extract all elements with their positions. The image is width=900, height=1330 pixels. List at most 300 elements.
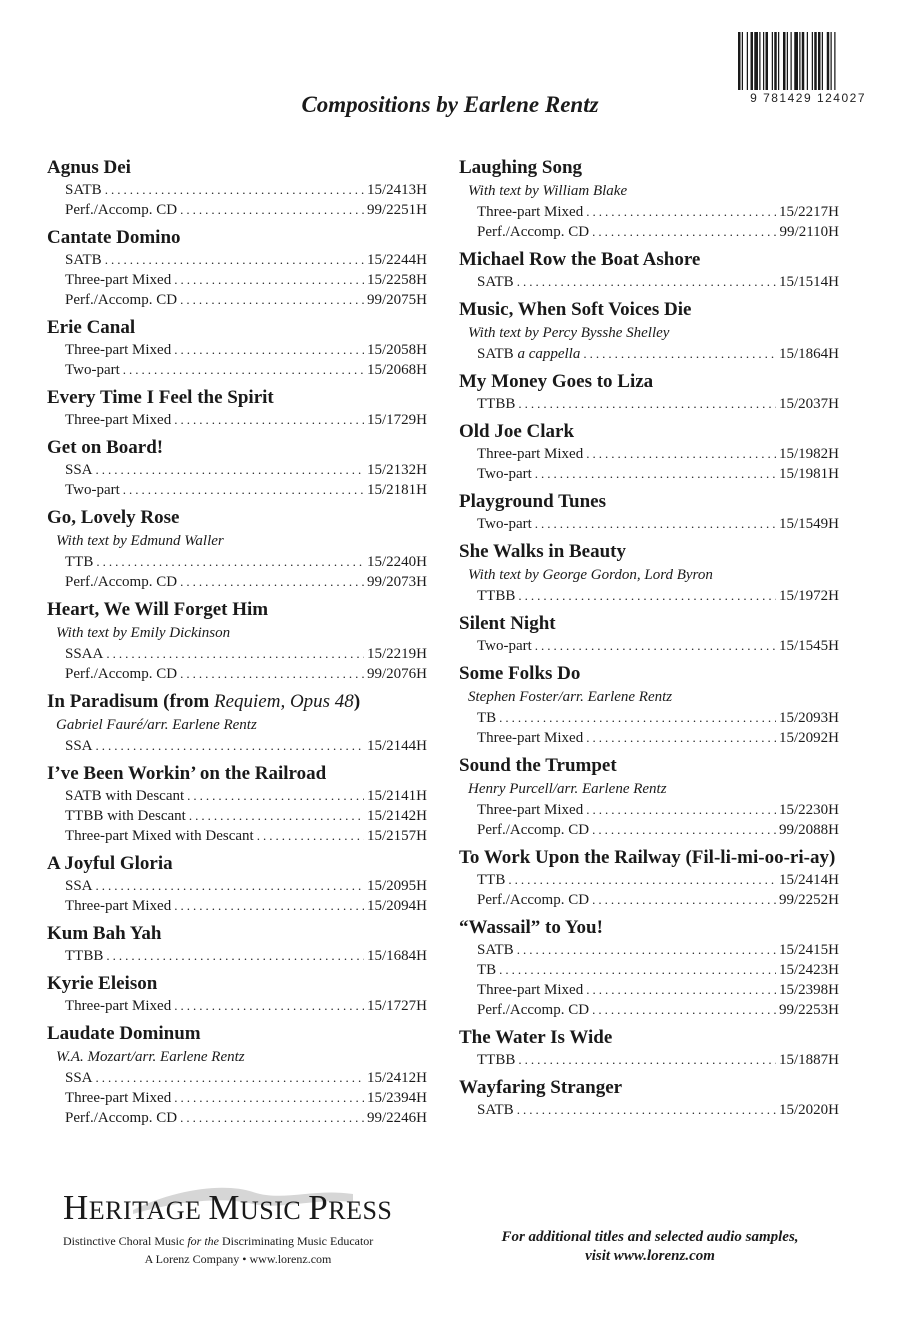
dot-leader bbox=[187, 786, 364, 806]
edition-voicing bbox=[65, 826, 254, 846]
edition-voicing bbox=[65, 552, 93, 572]
dot-leader bbox=[174, 1088, 364, 1108]
edition-voicing bbox=[477, 394, 515, 414]
title-text: Kyrie Eleison bbox=[47, 973, 158, 994]
edition-row bbox=[459, 1050, 839, 1070]
dot-leader bbox=[105, 250, 364, 270]
voicing-text: SATB bbox=[477, 942, 514, 958]
product-code: 15/2217H bbox=[779, 204, 839, 220]
voicing-text: Three-part Mixed bbox=[65, 272, 172, 288]
composition-entry bbox=[47, 505, 427, 592]
page-title: Compositions by Earlene Rentz bbox=[301, 92, 599, 117]
edition-voicing bbox=[477, 870, 505, 890]
edition-row bbox=[47, 786, 427, 806]
product-code: 15/2095H bbox=[367, 878, 427, 894]
composition-entry bbox=[459, 753, 839, 840]
edition-row bbox=[47, 644, 427, 664]
edition-row bbox=[459, 636, 839, 656]
dot-leader bbox=[535, 514, 776, 534]
barcode-bar bbox=[794, 32, 798, 90]
edition-voicing bbox=[477, 202, 583, 222]
dot-leader bbox=[96, 876, 364, 896]
dot-leader bbox=[106, 946, 364, 966]
voicing-text: Perf./Accomp. CD bbox=[65, 202, 178, 218]
title-text: Sound the Trumpet bbox=[459, 755, 617, 776]
composition-title bbox=[47, 921, 427, 946]
barcode-bar bbox=[812, 32, 813, 90]
title-text: To Work Upon the Railway (Fil-li-mi-oo-ri-ay) bbox=[459, 847, 836, 868]
dot-leader bbox=[592, 890, 776, 910]
product-code: 15/1982H bbox=[779, 446, 839, 462]
edition-voicing bbox=[477, 980, 583, 1000]
dot-leader bbox=[517, 272, 776, 292]
dot-leader bbox=[180, 290, 364, 310]
composition-title bbox=[459, 155, 839, 180]
edition-row bbox=[47, 876, 427, 896]
edition-row bbox=[47, 290, 427, 310]
title-text: Kum Bah Yah bbox=[47, 923, 162, 944]
publisher-company: A Lorenz Company • www.lorenz.com bbox=[144, 1252, 332, 1266]
edition-row bbox=[459, 514, 839, 534]
product-code: 15/1972H bbox=[779, 588, 839, 604]
composition-credit: Gabriel Fauré/arr. Earlene Rentz bbox=[56, 717, 257, 733]
composition-entry bbox=[459, 369, 839, 414]
edition-voicing bbox=[65, 1068, 93, 1088]
isbn-number: 9 781429 124027 bbox=[750, 91, 866, 105]
composition-title bbox=[47, 385, 427, 410]
title-text: “Wassail” to You! bbox=[459, 917, 603, 938]
barcode-bar bbox=[747, 32, 748, 90]
voicing-text: TTBB with Descant bbox=[65, 808, 186, 824]
edition-row bbox=[47, 826, 427, 846]
dot-leader bbox=[96, 460, 364, 480]
product-code: 99/2075H bbox=[367, 292, 427, 308]
dot-leader bbox=[180, 200, 364, 220]
composition-entry bbox=[459, 661, 839, 748]
dot-leader bbox=[535, 464, 776, 484]
composition-entry bbox=[47, 315, 427, 380]
voicing-text: Perf./Accomp. CD bbox=[65, 574, 178, 590]
voicing-text: Perf./Accomp. CD bbox=[477, 822, 590, 838]
edition-row bbox=[459, 960, 839, 980]
edition-voicing bbox=[65, 946, 103, 966]
voicing-text: TTBB bbox=[477, 588, 516, 604]
barcode-bar bbox=[807, 32, 808, 90]
voicing-italic-text: a cappella bbox=[517, 346, 581, 362]
dot-leader bbox=[180, 1108, 364, 1128]
title-text: Every Time I Feel the Spirit bbox=[47, 387, 274, 408]
product-code: 99/2246H bbox=[367, 1110, 427, 1126]
voicing-text: Three-part Mixed bbox=[477, 730, 584, 746]
dot-leader bbox=[96, 552, 364, 572]
voicing-text: Perf./Accomp. CD bbox=[65, 292, 178, 308]
dot-leader bbox=[517, 940, 776, 960]
edition-voicing bbox=[65, 460, 93, 480]
edition-row bbox=[47, 664, 427, 684]
dot-leader bbox=[583, 344, 776, 364]
dot-leader bbox=[257, 826, 364, 846]
edition-voicing bbox=[65, 290, 177, 310]
dot-leader bbox=[96, 1068, 364, 1088]
composition-credit: W.A. Mozart/arr. Earlene Rentz bbox=[56, 1049, 245, 1065]
composition-entry bbox=[459, 1075, 839, 1120]
barcode-bar bbox=[787, 32, 788, 90]
edition-row bbox=[47, 340, 427, 360]
composition-entry bbox=[47, 385, 427, 430]
edition-voicing bbox=[477, 514, 532, 534]
edition-voicing bbox=[65, 736, 93, 756]
composition-title bbox=[47, 1021, 427, 1046]
voicing-text: TTB bbox=[65, 554, 94, 570]
edition-voicing bbox=[65, 250, 102, 270]
composition-title bbox=[47, 435, 427, 460]
edition-row bbox=[459, 586, 839, 606]
edition-voicing bbox=[477, 728, 583, 748]
title-text: In Paradisum (from bbox=[47, 691, 214, 712]
composition-entry bbox=[47, 597, 427, 684]
composition-entry bbox=[47, 1021, 427, 1128]
edition-voicing bbox=[477, 960, 496, 980]
product-code: 15/2144H bbox=[367, 738, 427, 754]
footer-note bbox=[470, 1228, 830, 1266]
product-code: 15/2413H bbox=[367, 182, 427, 198]
title-text: Heart, We Will Forget Him bbox=[47, 599, 269, 620]
dot-leader bbox=[96, 736, 364, 756]
edition-voicing bbox=[477, 1000, 589, 1020]
publisher-tagline: Distinctive Choral Music for the Discriminating Music Educator bbox=[63, 1234, 374, 1248]
footer-line-1: For additional titles and selected audio samples, bbox=[501, 1229, 799, 1245]
edition-row bbox=[47, 270, 427, 290]
edition-voicing bbox=[65, 410, 171, 430]
title-text: Get on Board! bbox=[47, 437, 164, 458]
barcode-bar bbox=[778, 32, 779, 90]
composition-entry bbox=[459, 419, 839, 484]
composition-entry bbox=[47, 921, 427, 966]
composition-credit: Stephen Foster/arr. Earlene Rentz bbox=[468, 689, 673, 705]
product-code: 15/2219H bbox=[367, 646, 427, 662]
edition-voicing bbox=[65, 896, 171, 916]
barcode-bar bbox=[834, 32, 835, 90]
barcode-bar bbox=[742, 32, 743, 90]
voicing-text: SATB bbox=[477, 346, 518, 362]
composition-entry bbox=[47, 225, 427, 310]
dot-leader bbox=[586, 728, 776, 748]
edition-row bbox=[459, 980, 839, 1000]
dot-leader bbox=[499, 960, 776, 980]
dot-leader bbox=[586, 202, 776, 222]
edition-row bbox=[459, 344, 839, 364]
dot-leader bbox=[189, 806, 364, 826]
composition-title bbox=[459, 419, 839, 444]
voicing-text: TTBB bbox=[65, 948, 104, 964]
composition-entry bbox=[47, 689, 427, 756]
voicing-text: Two-part bbox=[477, 638, 532, 654]
barcode-bar bbox=[799, 32, 800, 90]
publisher-logo bbox=[63, 1188, 423, 1267]
title-text: Playground Tunes bbox=[459, 491, 606, 512]
title-text: Laudate Dominum bbox=[47, 1023, 201, 1044]
composition-entry bbox=[47, 851, 427, 916]
edition-row bbox=[459, 464, 839, 484]
product-code: 15/2240H bbox=[367, 554, 427, 570]
publisher-name: HERITAGE MUSIC PRESS bbox=[63, 1188, 393, 1227]
edition-row bbox=[47, 480, 427, 500]
title-text: Michael Row the Boat Ashore bbox=[459, 249, 701, 270]
title-text: Wayfaring Stranger bbox=[459, 1077, 623, 1098]
composition-credit: With text by William Blake bbox=[468, 183, 628, 199]
composition-title bbox=[459, 1025, 839, 1050]
product-code: 99/2252H bbox=[779, 892, 839, 908]
edition-voicing bbox=[477, 708, 496, 728]
voicing-text: SSA bbox=[65, 878, 93, 894]
voicing-text: SSAA bbox=[65, 646, 104, 662]
dot-leader bbox=[174, 270, 364, 290]
product-code: 15/1545H bbox=[779, 638, 839, 654]
edition-voicing bbox=[477, 890, 589, 910]
composition-entry bbox=[459, 155, 839, 242]
composition-title bbox=[459, 753, 839, 778]
edition-row bbox=[459, 940, 839, 960]
product-code: 99/2076H bbox=[367, 666, 427, 682]
edition-row bbox=[47, 736, 427, 756]
edition-voicing bbox=[65, 644, 103, 664]
voicing-text: Three-part Mixed bbox=[477, 204, 584, 220]
dot-leader bbox=[499, 708, 776, 728]
dot-leader bbox=[592, 820, 776, 840]
composition-credit: With text by Percy Bysshe Shelley bbox=[468, 325, 670, 341]
product-code: 15/1514H bbox=[779, 274, 839, 290]
barcode-bar bbox=[783, 32, 786, 90]
dot-leader bbox=[105, 180, 364, 200]
voicing-text: SATB bbox=[65, 182, 102, 198]
edition-row bbox=[47, 572, 427, 592]
edition-row bbox=[47, 1088, 427, 1108]
composition-title bbox=[459, 539, 839, 564]
dot-leader bbox=[592, 1000, 776, 1020]
voicing-text: TTBB bbox=[477, 1052, 516, 1068]
dot-leader bbox=[592, 222, 776, 242]
edition-row bbox=[459, 820, 839, 840]
composition-title bbox=[47, 597, 427, 622]
voicing-text: SATB bbox=[477, 274, 514, 290]
composition-entry bbox=[47, 435, 427, 500]
composition-entry bbox=[459, 845, 839, 910]
product-code: 15/2181H bbox=[367, 482, 427, 498]
product-code: 15/2414H bbox=[779, 872, 839, 888]
voicing-text: Perf./Accomp. CD bbox=[477, 1002, 590, 1018]
composition-credit: With text by Edmund Waller bbox=[56, 533, 224, 549]
composition-entry bbox=[459, 247, 839, 292]
product-code: 15/2415H bbox=[779, 942, 839, 958]
voicing-text: Three-part Mixed bbox=[65, 1090, 172, 1106]
voicing-text: Two-part bbox=[477, 516, 532, 532]
product-code: 15/2142H bbox=[367, 808, 427, 824]
barcode-bar bbox=[814, 32, 817, 90]
composition-title bbox=[459, 1075, 839, 1100]
title-text: Silent Night bbox=[459, 613, 556, 634]
voicing-text: SATB bbox=[65, 252, 102, 268]
edition-voicing bbox=[65, 786, 184, 806]
product-code: 15/1887H bbox=[779, 1052, 839, 1068]
voicing-text: Three-part Mixed bbox=[477, 802, 584, 818]
product-code: 15/2412H bbox=[367, 1070, 427, 1086]
edition-row bbox=[459, 1000, 839, 1020]
barcode-bar bbox=[772, 32, 773, 90]
product-code: 15/1684H bbox=[367, 948, 427, 964]
voicing-text: Perf./Accomp. CD bbox=[65, 1110, 178, 1126]
dot-leader bbox=[180, 664, 364, 684]
product-code: 99/2088H bbox=[779, 822, 839, 838]
voicing-text: Two-part bbox=[65, 482, 120, 498]
product-code: 15/2394H bbox=[367, 1090, 427, 1106]
voicing-text: SSA bbox=[65, 738, 93, 754]
title-text: My Money Goes to Liza bbox=[459, 371, 654, 392]
product-code: 15/2020H bbox=[779, 1102, 839, 1118]
title-end-text: ) bbox=[353, 691, 361, 712]
barcode-bar bbox=[831, 32, 832, 90]
title-italic-text: Requiem, Opus 48 bbox=[213, 691, 354, 712]
dot-leader bbox=[123, 360, 364, 380]
product-code: 15/2230H bbox=[779, 802, 839, 818]
title-text: Agnus Dei bbox=[47, 157, 131, 178]
edition-voicing bbox=[65, 806, 186, 826]
product-code: 99/2253H bbox=[779, 1002, 839, 1018]
composition-entry bbox=[459, 539, 839, 606]
composition-entry bbox=[47, 971, 427, 1016]
composition-title bbox=[459, 247, 839, 272]
edition-row bbox=[459, 728, 839, 748]
edition-row bbox=[47, 996, 427, 1016]
edition-voicing bbox=[65, 996, 171, 1016]
edition-row bbox=[47, 360, 427, 380]
composition-title bbox=[47, 851, 427, 876]
edition-row bbox=[459, 890, 839, 910]
composition-title bbox=[47, 155, 427, 180]
voicing-text: Three-part Mixed with Descant bbox=[65, 828, 254, 844]
composition-title bbox=[459, 489, 839, 514]
barcode-bar bbox=[802, 32, 805, 90]
dot-leader bbox=[174, 340, 364, 360]
dot-leader bbox=[180, 572, 364, 592]
edition-voicing bbox=[65, 480, 120, 500]
voicing-text: Three-part Mixed bbox=[65, 342, 172, 358]
dot-leader bbox=[517, 1100, 776, 1120]
edition-row bbox=[47, 552, 427, 572]
barcode-bar bbox=[774, 32, 777, 90]
dot-leader bbox=[174, 896, 364, 916]
dot-leader bbox=[106, 644, 364, 664]
composition-credit: With text by Emily Dickinson bbox=[56, 625, 231, 641]
composition-credit: Henry Purcell/arr. Earlene Rentz bbox=[468, 781, 667, 797]
voicing-text: TTBB bbox=[477, 396, 516, 412]
dot-leader bbox=[174, 410, 364, 430]
voicing-text: SATB with Descant bbox=[65, 788, 185, 804]
voicing-text: Three-part Mixed bbox=[65, 412, 172, 428]
dot-leader bbox=[586, 800, 776, 820]
composition-title bbox=[47, 689, 427, 714]
edition-voicing bbox=[477, 464, 532, 484]
product-code: 99/2110H bbox=[779, 224, 839, 240]
edition-voicing bbox=[65, 664, 177, 684]
footer-line-2: visit www.lorenz.com bbox=[585, 1248, 715, 1264]
barcode-bar bbox=[751, 32, 754, 90]
barcode-bar bbox=[791, 32, 792, 90]
product-code: 15/1981H bbox=[779, 466, 839, 482]
dot-leader bbox=[586, 444, 776, 464]
dot-leader bbox=[586, 980, 776, 1000]
edition-voicing bbox=[65, 1088, 171, 1108]
edition-row bbox=[459, 394, 839, 414]
composition-title bbox=[47, 315, 427, 340]
title-text: Some Folks Do bbox=[459, 663, 581, 684]
barcode-bar bbox=[763, 32, 764, 90]
composition-entry bbox=[459, 297, 839, 364]
edition-voicing bbox=[65, 572, 177, 592]
edition-row bbox=[47, 806, 427, 826]
composition-entry bbox=[47, 761, 427, 846]
composition-entry bbox=[459, 611, 839, 656]
product-code: 15/2132H bbox=[367, 462, 427, 478]
product-code: 15/2092H bbox=[779, 730, 839, 746]
edition-voicing bbox=[477, 344, 580, 364]
edition-voicing bbox=[477, 586, 515, 606]
edition-row bbox=[459, 708, 839, 728]
barcode-bar bbox=[738, 32, 741, 90]
edition-row bbox=[47, 460, 427, 480]
product-code: 15/2423H bbox=[779, 962, 839, 978]
right-column bbox=[459, 155, 839, 1125]
edition-voicing bbox=[65, 876, 93, 896]
edition-voicing bbox=[65, 200, 177, 220]
title-text: She Walks in Beauty bbox=[459, 541, 627, 562]
composition-title bbox=[47, 971, 427, 996]
barcode-bar bbox=[766, 32, 769, 90]
voicing-text: TB bbox=[477, 710, 497, 726]
edition-voicing bbox=[65, 180, 102, 200]
title-text: A Joyful Gloria bbox=[47, 853, 173, 874]
edition-voicing bbox=[477, 820, 589, 840]
edition-row bbox=[47, 946, 427, 966]
voicing-text: Three-part Mixed bbox=[477, 982, 584, 998]
barcode-bar bbox=[759, 32, 760, 90]
voicing-text: SATB bbox=[477, 1102, 514, 1118]
title-text: Cantate Domino bbox=[47, 227, 181, 248]
edition-voicing bbox=[477, 1050, 515, 1070]
edition-row bbox=[459, 1100, 839, 1120]
composition-entry bbox=[459, 1025, 839, 1070]
left-column bbox=[47, 155, 427, 1133]
edition-voicing bbox=[65, 340, 171, 360]
edition-row bbox=[47, 410, 427, 430]
voicing-text: Two-part bbox=[65, 362, 120, 378]
voicing-text: Three-part Mixed bbox=[65, 998, 172, 1014]
voicing-text: SSA bbox=[65, 1070, 93, 1086]
composition-entry bbox=[47, 155, 427, 220]
title-text: Go, Lovely Rose bbox=[47, 507, 180, 528]
voicing-text: Three-part Mixed bbox=[65, 898, 172, 914]
edition-row bbox=[459, 222, 839, 242]
product-code: 99/2251H bbox=[367, 202, 427, 218]
product-code: 15/2258H bbox=[367, 272, 427, 288]
composition-title bbox=[459, 297, 839, 322]
title-text: Music, When Soft Voices Die bbox=[459, 299, 692, 320]
edition-row bbox=[47, 180, 427, 200]
product-code: 15/2058H bbox=[367, 342, 427, 358]
voicing-text: TB bbox=[477, 962, 497, 978]
product-code: 15/2244H bbox=[367, 252, 427, 268]
edition-row bbox=[47, 200, 427, 220]
product-code: 15/2037H bbox=[779, 396, 839, 412]
